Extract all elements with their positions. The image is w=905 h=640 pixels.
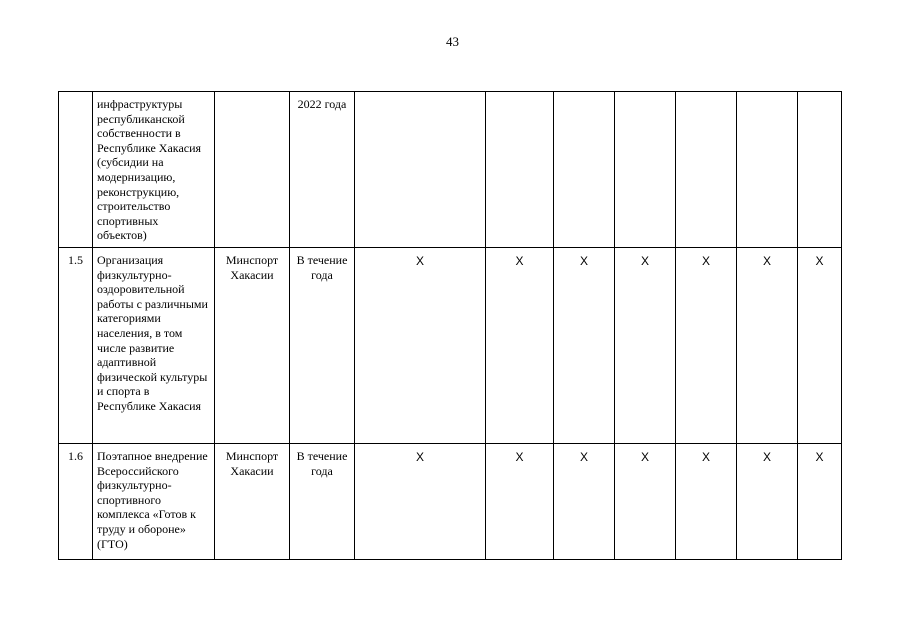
mark-cell <box>615 92 676 248</box>
executor <box>215 92 290 248</box>
row-number: 1.6 <box>59 443 93 559</box>
mark-cell: X <box>355 247 486 443</box>
term: 2022 года <box>290 92 355 248</box>
table-row <box>59 247 842 443</box>
mark-cell <box>737 92 798 248</box>
row-number <box>59 92 93 248</box>
mark-cell: X <box>355 443 486 559</box>
term: В течение года <box>290 247 355 443</box>
term: В течение года <box>290 443 355 559</box>
mark-cell: X <box>737 247 798 443</box>
executor: Минспорт Хакасии <box>215 443 290 559</box>
mark-cell <box>676 92 737 248</box>
mark-cell <box>554 92 615 248</box>
mark-cell <box>355 92 486 248</box>
mark-cell: X <box>798 247 842 443</box>
executor: Минспорт Хакасии <box>215 247 290 443</box>
mark-cell: X <box>798 443 842 559</box>
measure-name: Организация физкультурно-оздоровительной работы с различными категориями населения, в том числе развитие адаптивной физической культуры и спорта в Республике Хакасия <box>93 247 215 443</box>
mark-cell: X <box>615 443 676 559</box>
measure-name: Поэтапное внедрение Всероссийского физкультурно-спортивного комплекса «Готов к труду и обороне» (ГТО) <box>93 443 215 559</box>
mark-cell <box>486 92 554 248</box>
measure-name: инфраструктуры республиканской собственности в Республике Хакасия (субсидии на модернизацию, реконструкцию, строительство спортивных объектов) <box>93 92 215 248</box>
mark-cell: X <box>676 247 737 443</box>
mark-cell: X <box>737 443 798 559</box>
table-row <box>59 92 842 248</box>
mark-cell <box>798 92 842 248</box>
mark-cell: X <box>676 443 737 559</box>
mark-cell: X <box>554 443 615 559</box>
mark-cell: X <box>554 247 615 443</box>
table-row <box>59 443 842 559</box>
mark-cell: X <box>615 247 676 443</box>
page-number: 43 <box>446 34 459 49</box>
mark-cell: X <box>486 443 554 559</box>
row-number: 1.5 <box>59 247 93 443</box>
measures-table <box>58 91 842 560</box>
mark-cell: X <box>486 247 554 443</box>
